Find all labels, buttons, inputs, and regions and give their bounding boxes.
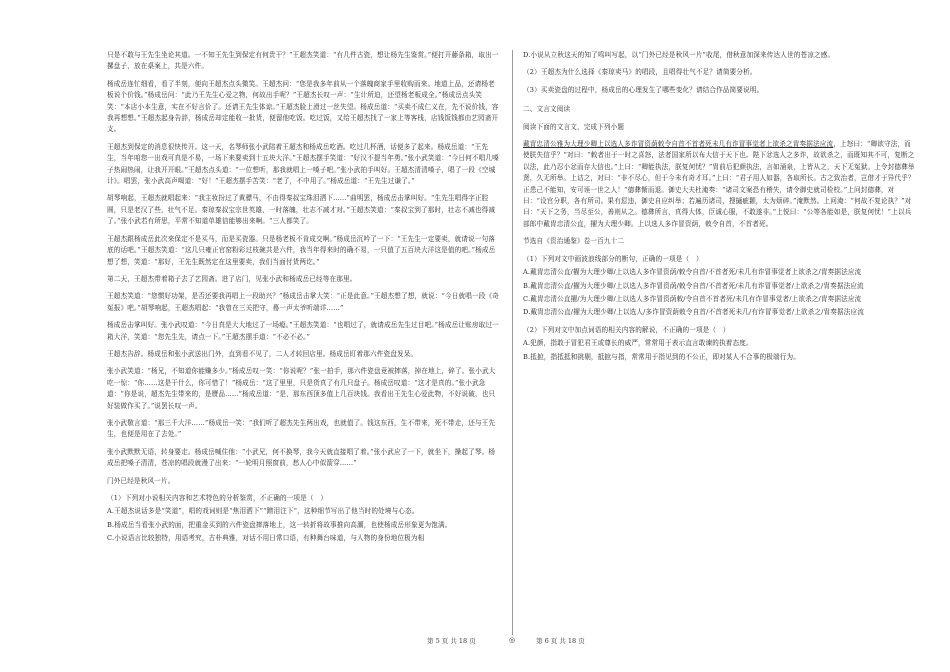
question-option-c: C.小说语言比较独特，用语考究，古朴典雅，对话不用日常口语，有种舞台味道，与人物的身份地位极为相 [107, 534, 425, 543]
question-option-b: B.抵摭，指抵抵和挑剔，抵摭与指，常常用于指见到的不公正，即对某人不合事的极端行为。 [523, 352, 800, 361]
paragraph: 杨成岳连忙细看，看了半刻，便向王超杰点头微笑。王超杰问：“您是我多年前从一个落魄商家手里收购而来。地道上品，还请杨老板说个价钱。”杨成岳问：“此乃王先生心爱之物，何故出手呢？”王超杰长叹一声：“生计所迫，还望杨老板成全。”杨成岳点头笑笑：“本店小本生意，实在不好言价了。还请王先生体谅。”王超杰脸上滑过一丝失望。杨成岳道：“买卖不成仁义在，先不说价钱，容我再想想。”王超杰起身告辞，杨成岳却定能收一批货，便留他吃饭。吃过饭，又给王超杰找了一家上等客栈，店钱饭钱都由艺园斋开支。 [107, 79, 499, 134]
paragraph: 只是不敢与王先生坐论其道。一不知王先生到保定有何贵干？”王超杰笑道：“有几件古瓷，想让杨先生鉴赏。”便打开藤条箱，取出一摞盘子，放在桌案上，共是六件。 [107, 51, 499, 71]
passage-underlined: 戴胄忠清公雅为大理少卿上以选人多诈冒资荫敕令自首不首者死未几有诈冒事觉者上欲杀之胄奏据法应流 [523, 140, 834, 149]
question-stem: （1）下列对小说相关内容和艺术特色的分析鉴赏，不正确的一项是（ ） [107, 494, 328, 502]
paragraph: 胡琴响起，王超杰就唱起来：“我主妆扮过了黄骠马，不由得秦叔宝珠泪洒下……”曲明罢，杨成岳击掌叫好。“生先生唱得字正腔圆，只是老汉了些，壮气不足。秦琼秦叔宝宗世英雄，一时落魄，壮志不减才对。”王超杰笑道：“秦叔宝到了那时，壮志不减也得减了。”张小武若有所思，平常不知道单雄信能够出来啊。“三人都笑了。 [107, 194, 496, 226]
right-column [523, 50, 915, 610]
question-option-a: A.王超杰说话多是“笑道”，唱的戏词则是“焦泪洒下”“蹭泪注下”，这种细节写出了他当时的处境与心态。 [107, 507, 419, 516]
paragraph: 王超杰告辞。杨成岳和张小武送出门外，直到看不见了，二人才转回店里。杨成岳盯着那六件瓷盘发呆。 [107, 349, 418, 358]
paragraph: 第二天，王超杰带着箱子去了艺园斋。进了店门，见张小武和杨成岳已经等在那里。 [107, 274, 357, 283]
question-option-b: B.杨成岳当看张小武的面，把重金买到的六件瓷盘摔落地上，这一转折将故事推向高潮，也使杨成岳形象更为饱满。 [107, 520, 452, 529]
page-number-left: 第 5 页 共 18 页 [427, 637, 476, 645]
paragraph: 王超杰跟杨成岳此次来保定不是买马，而是买瓷器。只是杨老板不肯成交啊。”杨成岳沉吟了一下：“王先生一定要卖，就请说一句落底的话吧。”王超杰笑道：“这几只雍正官窑粉彩过枝碗共是六件，我当年得来时的确不易，一只值了五百块大洋这是值的吧。”杨成岳想了想，笑道：“那好，王先生既然定在这里要卖，我们当面付货两讫。” [107, 234, 496, 266]
question-option-a: A.戴胄忠清公直/擢为大理少卿/上以选人多诈冒资荫/敕令自首/不首者死/未几有诈冒事觉者上欲杀之/胄奏据法应流 [523, 268, 862, 277]
left-column [107, 50, 500, 610]
question-option-d: D.戴胄忠清公直/擢为大理少卿/上以选人/多诈冒资荫敕令自首/不首者死未几/有诈冒事觉者/上欲杀之/胄奏据法应流 [523, 308, 865, 317]
classical-passage [523, 139, 915, 230]
section-intro: 阅读下面的文言文，完成下列小题 [523, 122, 625, 131]
paragraph: 杨成岳击掌叫好。张小武叹道：“今日真是大大地过了一场瘾。”王超杰笑道：“也唱过了，就请成岳先生过目吧。”杨成岳让账房取过一箱大洋，笑道：“您先生先，请点一下。”王超杰摆手道：“不必不必。” [107, 321, 499, 341]
question-option-c: C.戴胄忠清公直擢/为大理少卿/上以选人多诈冒资荫敕/令自首不首者死/未几有诈冒事觉者/上欲杀之/胄奏据法应流 [523, 294, 862, 303]
passage-text: ，上怒曰：“卿欲守法，而使朕失信乎？”对曰：“敕者出于一时之喜怒，法者国家所以布大信于天下也。陛下忿选人之多诈，故欲杀之，而既知其不可，复断之以法，此乃忍小忿而存大信也。”上曰：“卿能执法，朕复何忧？”胄前后犯颜执法，言如涌泉，上皆从之，天下无冤狱。上令封德彝举贤，久无所举。上诘之，对曰：“非不尽心，但于今未有奇才耳。”上曰：“君子用人如器，各取所长。古之致治者，岂借才于异代乎？正患己不能知，安可诬一世之人！”德彝惭而退。御史大夫杜淹奏：“诸司文案恐有稽失，请令御史就司检校。”上问封德彝，对曰：“设官分职，各有所司。果有愆违，御史自应纠举；若遍历诸司，搜擿疵颣，太为烦碎。”淹默然。上问淹：“何故不复论执？”对曰：“天下之务，当尽至公，善则从之。德彝所言，真得大体，臣诚心服，不敢遂非。”上悦曰：“公等各能如是，朕复何忧！”上以兵部郎中戴胄忠清公直，擢为大理少卿。上以选人多诈冒资荫，敕令自首，不首者死。 [523, 140, 915, 228]
passage-source: 节选自《资治通鉴》卷一百九十二 [523, 237, 625, 246]
paragraph: 张小武默默无语，转身要走。杨成岳喊住他：“小武兄，何不换琴，我今天就直接唱了着。”张小武应了一下，就坐下，操起了琴。杨成岳把嗓子清清，苍凉的唱段就漫了出来：“一轮明月照窗前，愁人心中似箭穿……” [107, 447, 496, 468]
page-separator-icon: ◎ [509, 636, 516, 644]
paragraph: 张小武敬言道：“那三千大洋……”杨成岳一笑：“我们听了超杰先生两出戏，也就值了。钱这东西，生不带来，死不带走，还与王先生，也便是用在了去处。” [107, 418, 496, 439]
question-3: （3）买卖瓷盘的过程中，杨成岳的心理发生了哪些变化？请结合作品简要说明。 [523, 85, 764, 94]
paragraph: 门外已经是秋风一片。 [107, 476, 175, 485]
question-option-a: A.犯颜，指敢于冒犯君王或尊长的威严，常常用于表示直言敢谏的执着态度。 [523, 339, 753, 348]
section-title: 二、文言文阅读 [523, 105, 571, 114]
paragraph: 张小武笑道：“杨兄，不知道你能赚多少。”杨成岳叹一笑：“你说呢？”张一拍手，那六件瓷盘竟被摔落，掉在地上，碎了。张小武大吃一惊：“你……这是干什么，你可惜了！”杨成岳：“这了里里，只是货真了有几只盘子。杨成岳叹道：“这才是真的。”张小武急道：“你是说，超杰先生带来的，是赝品……”杨成岳道：“是，那东西顶多值上几百块钱。我看出王先生心爱此物，不好说破，也只好装做作买了。”说罢长叹一声。 [107, 367, 496, 410]
paragraph: 王超杰笑道：“您惯好功架，是否还要我再唱上一段助兴？”杨成岳击掌大笑：“正是此意。”王超杰想了想，就说：“今日就唱一段《奇冤报》吧。”胡琴响起，王超杰唱起：“我曾在三关把守，蓦一声太爷听端详……” [107, 292, 499, 312]
column-divider [512, 50, 513, 635]
question-stem: （2）下列对文中加点词语的相关内容的解说，不正确的一项是（ ） [523, 325, 730, 334]
question-option-d: D.小说从立秋这天的知了鸣叫写起，以“门外已经是秋风一片”收尾，借秋意加深来传达人世的苍凉之感。 [523, 51, 835, 59]
question-stem: （1）下列对文中画波浪线部分的断句，正确的一项是（ ） [523, 254, 703, 263]
page-number-right: 第 6 页 共 18 页 [536, 637, 585, 645]
question-2: （2）王超杰为什么选择《秦琼卖马》的唱段，且唱得壮气不足？请简要分析。 [523, 68, 757, 77]
question-option-b: B.戴胄忠清公直/擢为大理少卿/上以选人多诈冒资荫/敕令自首/不首者死/未几有诈冒事觉者/上欲杀之/胄奏据法应流 [523, 281, 864, 290]
paragraph: 王超杰到保定的消息很快传开。这一天，名琴师张小武陪着王超杰和杨成岳吃酒。吃过几杯酒，话便多了起来。杨成岳道：“王先生，当年咱您一出戏可真是不易，一场下来要卖到十五块大洋。”王超杰摆手笑道：“好汉不提当年勇。”张小武笑道：“今日何不唱几嗓子热闹热闹，让我开开眼。”王超杰点头道：“一位想听，那我就唱上一嗓子吧。”张小武拍手叫好。王超杰清清嗓子，唱了一段《空城计》。唱罢，张小武高声喝道：“好！”王超杰摆手苦笑：“老了，不中用了。”杨成岳道：“王先生过谦了。” [107, 142, 499, 186]
